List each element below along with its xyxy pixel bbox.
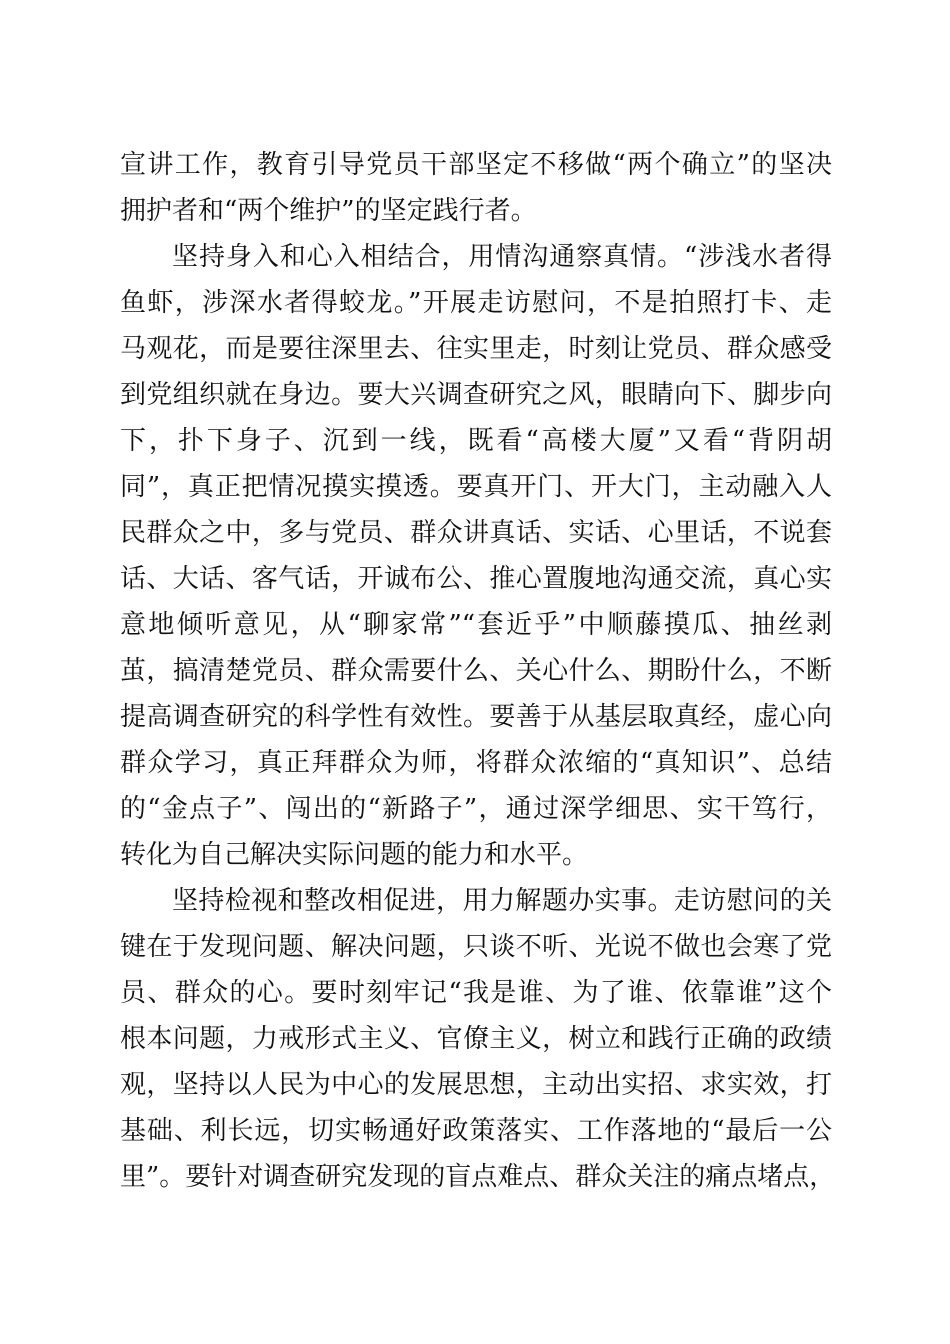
paragraph-line: 坚持身入和心入相结合，用情沟通察真情。“涉浅水者得 xyxy=(172,242,832,272)
paragraph-line: 下，扑下身子、沉到一线，既看“高楼大厦”又看“背阴胡 xyxy=(120,426,832,456)
paragraph-line: 拥护者和“两个维护”的坚定践行者。 xyxy=(120,196,537,226)
paragraph-line: 根本问题，力戒形式主义、官僚主义，树立和践行正确的政绩 xyxy=(120,1024,832,1054)
paragraph-line: 民群众之中，多与党员、群众讲真话、实话、心里话，不说套 xyxy=(120,518,832,548)
paragraph-line: 基础、利长远，切实畅通好政策落实、工作落地的“最后一公 xyxy=(120,1116,832,1146)
paragraph-line: 茧，搞清楚党员、群众需要什么、关心什么、期盼什么，不断 xyxy=(120,656,832,686)
paragraph-line: 到党组织就在身边。要大兴调查研究之风，眼睛向下、脚步向 xyxy=(120,380,832,410)
paragraph-3 xyxy=(120,878,836,1200)
body-text xyxy=(120,142,836,1200)
paragraph-2 xyxy=(120,234,832,878)
paragraph-line: 鱼虾，涉深水者得蛟龙。”开展走访慰问，不是拍照打卡、走 xyxy=(120,288,832,318)
paragraph-line: 提高调查研究的科学性有效性。要善于从基层取真经，虚心向 xyxy=(120,702,832,732)
paragraph-line: 宣讲工作，教育引导党员干部坚定不移做“两个确立”的坚决 xyxy=(120,150,832,180)
paragraph-line: 马观花，而是要往深里去、往实里走，时刻让党员、群众感受 xyxy=(120,334,832,364)
paragraph-line: 同”，真正把情况摸实摸透。要真开门、开大门，主动融入人 xyxy=(120,472,832,502)
paragraph-line: 的“金点子”、闯出的“新路子”，通过深学细思、实干笃行， xyxy=(120,794,832,824)
paragraph-line: 转化为自己解决实际问题的能力和水平。 xyxy=(120,840,589,870)
paragraph-line: 键在于发现问题、解决问题，只谈不听、光说不做也会寒了党 xyxy=(120,932,832,962)
paragraph-line: 员、群众的心。要时刻牢记“我是谁、为了谁、依靠谁”这个 xyxy=(120,978,832,1008)
paragraph-line: 观，坚持以人民为中心的发展思想，主动出实招、求实效，打 xyxy=(120,1070,832,1100)
paragraph-line: 坚持检视和整改相促进，用力解题办实事。走访慰问的关 xyxy=(172,886,832,916)
paragraph-line: 群众学习，真正拜群众为师，将群众浓缩的“真知识”、总结 xyxy=(120,748,832,778)
paragraph-line: 里”。要针对调查研究发现的盲点难点、群众关注的痛点堵点， xyxy=(120,1162,836,1192)
paragraph-1 xyxy=(120,142,832,234)
paragraph-line: 意地倾听意见，从“聊家常”“套近乎”中顺藤摸瓜、抽丝剥 xyxy=(120,610,832,640)
paragraph-line: 话、大话、客气话，开诚布公、推心置腹地沟通交流，真心实 xyxy=(120,564,832,594)
